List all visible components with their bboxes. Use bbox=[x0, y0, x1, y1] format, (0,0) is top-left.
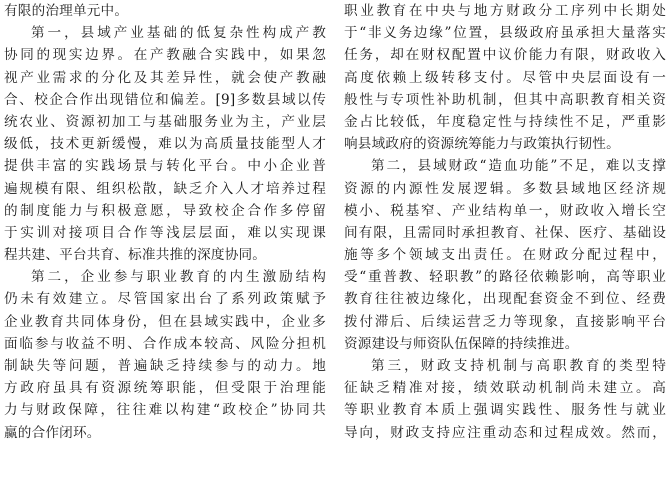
text-line: 高度依赖上级转移支付。尽管中央层面设有一 bbox=[344, 69, 666, 86]
text-line: 间有限，且需同时承担教育、社保、医疗、基础设 bbox=[344, 224, 666, 241]
text-line: 第二，县域财政“造血功能”不足，难以支撑 bbox=[371, 158, 666, 175]
text-line: 制缺失等问题，普遍缺乏持续参与的动力。地 bbox=[4, 358, 326, 374]
text-line: 于实训对接项目合作等浅层层面，难以实现课 bbox=[4, 224, 326, 241]
left-column bbox=[4, 0, 326, 493]
text-line: 有限的治理单元中。 bbox=[4, 3, 129, 19]
right-column bbox=[344, 0, 666, 493]
text-line: 受“重普教、轻职教”的路径依赖影响，高等职业 bbox=[344, 269, 666, 286]
text-line: 力与财政保障，往往难以构建“政校企”协同共 bbox=[4, 402, 326, 419]
text-line: 视产业需求的分化及其差异性，就会使产教融 bbox=[4, 69, 326, 86]
text-line: 程共建、平台共育、标准共推的深度协同。 bbox=[4, 247, 267, 264]
text-line: 遍规模有限、组织松散，缺乏介入人才培养过程 bbox=[4, 180, 326, 197]
text-line: 级低，技术更新缓慢，难以为高质量技能型人才 bbox=[4, 136, 326, 153]
text-line: 拨付滞后、后续运营乏力等现象，直接影响平台 bbox=[344, 313, 666, 330]
text-line: 企业教育共同体身份，但在县域实践中，企业多 bbox=[4, 313, 326, 330]
text-line: 征缺乏精准对接，绩效联动机制尚未建立。高 bbox=[344, 380, 666, 397]
text-line: 任务，却在财权配置中议价能力有限，财政收入 bbox=[344, 47, 666, 64]
text-line: 协同的现实边界。在产教融合实践中，如果忽 bbox=[4, 47, 326, 64]
text-line: 导向，财政支持应注重动态和过程成效。然而， bbox=[344, 424, 666, 441]
text-line: 仍未有效建立。尽管国家出台了系列政策赋予 bbox=[4, 291, 326, 308]
text-line: 教育往往被边缘化，出现配套资金不到位、经费 bbox=[344, 291, 666, 308]
text-line: 资源的内源性发展逻辑。多数县域地区经济规 bbox=[344, 180, 666, 197]
text-line: 赢的合作闭环。 bbox=[4, 424, 101, 441]
text-line: 提供丰富的实践场景与转化平台。中小企业普 bbox=[4, 158, 326, 175]
text-line: 资源建设与师资队伍保障的持续推进。 bbox=[344, 335, 579, 352]
text-line: 第二，企业参与职业教育的内生激励结构 bbox=[31, 269, 326, 286]
text-line: 合、校企合作出现错位和偏差。[9]多数县域以传 bbox=[4, 91, 326, 108]
text-line: 第一，县域产业基础的低复杂性构成产教 bbox=[31, 25, 326, 42]
text-line: 等职业教育本质上强调实践性、服务性与就业 bbox=[344, 402, 666, 419]
text-line: 般性与专项性补助机制，但其中高职教育相关资 bbox=[344, 91, 666, 108]
text-line: 职业教育在中央与地方财政分工序列中长期处 bbox=[344, 3, 666, 19]
text-line: 响县域政府的资源统筹能力与政策执行韧性。 bbox=[344, 136, 620, 153]
text-line: 面临参与收益不明、合作成本较高、风险分担机 bbox=[4, 335, 326, 352]
text-line: 于“非义务边缘”位置，县级政府虽承担大量落实 bbox=[344, 25, 666, 42]
text-line: 施等多个领域支出责任。在财政分配过程中， bbox=[344, 247, 666, 264]
text-line: 模小、税基窄、产业结构单一，财政收入增长空 bbox=[344, 202, 666, 219]
text-line: 的制度能力与积极意愿，导致校企合作多停留 bbox=[4, 202, 326, 219]
text-line: 金占比较低，年度稳定性与持续性不足，严重影 bbox=[344, 113, 666, 130]
text-line: 统农业、资源初加工与基础服务业为主，产业层 bbox=[4, 113, 326, 130]
text-line: 方政府虽具有资源统筹职能，但受限于治理能 bbox=[4, 380, 326, 397]
text-line: 第三，财政支持机制与高职教育的类型特 bbox=[371, 358, 666, 374]
